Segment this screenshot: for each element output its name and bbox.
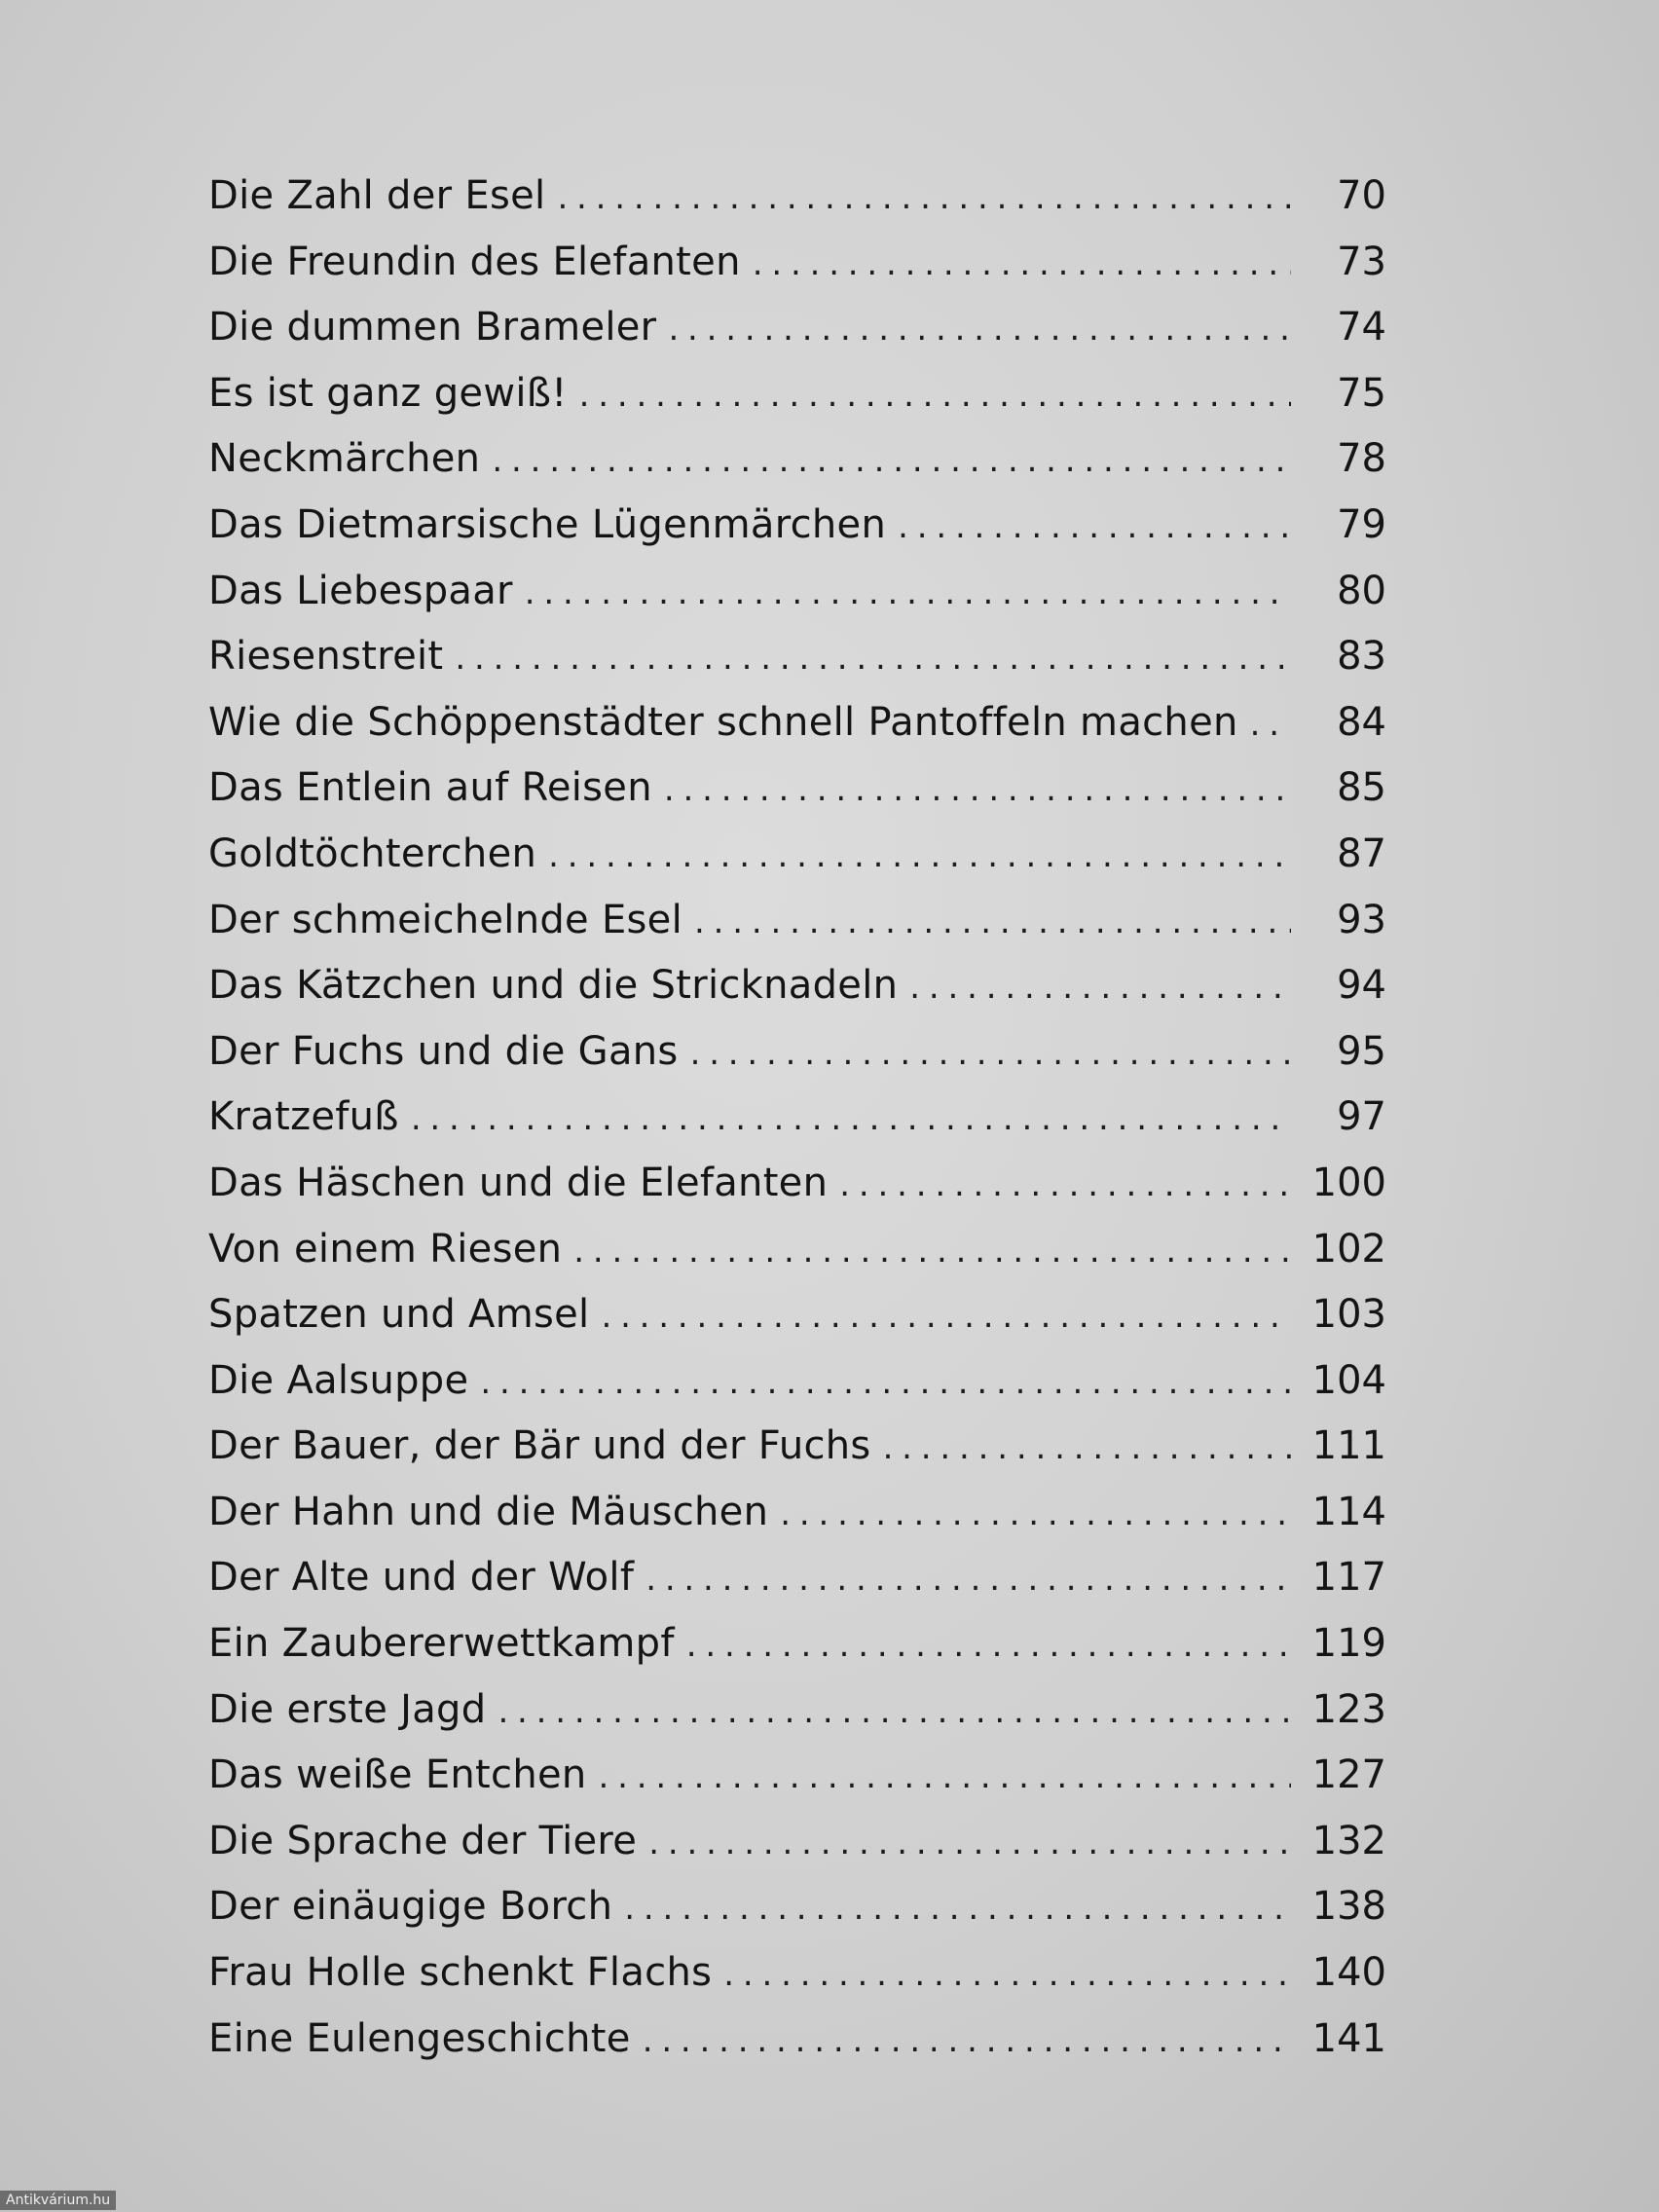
- toc-entry: [208, 1743, 1386, 1809]
- toc-dot-leader: [599, 1745, 1291, 1811]
- toc-entry-page: 95: [1337, 1028, 1386, 1074]
- toc-dot-leader: [883, 1416, 1291, 1482]
- toc-dot-leader: [573, 1219, 1291, 1285]
- toc-entry: [208, 295, 1386, 361]
- toc-entry: [208, 230, 1386, 296]
- toc-entry-title: Das Kätzchen und die Stricknadeln: [208, 963, 899, 1009]
- toc-entry-page: 83: [1337, 634, 1386, 680]
- toc-entry-title: Von einem Riesen: [208, 1226, 563, 1272]
- toc-entry-title: Das Häschen und die Elefanten: [208, 1160, 829, 1205]
- toc-entry-page: 70: [1337, 173, 1386, 218]
- toc-entry-title: Das Entlein auf Reisen: [208, 765, 652, 811]
- toc-entry: [208, 888, 1386, 954]
- toc-entry-title: Die Sprache der Tiere: [208, 1818, 638, 1863]
- toc-entry-page: 100: [1311, 1160, 1386, 1205]
- toc-entry-title: Eine Eulengeschichte: [208, 2015, 631, 2061]
- toc-dot-leader: [624, 1876, 1291, 1942]
- toc-dot-leader: [668, 297, 1291, 363]
- toc-entry: [208, 1348, 1386, 1415]
- toc-entry-page: 141: [1311, 2015, 1386, 2061]
- toc-entry-page: 73: [1337, 239, 1386, 284]
- watermark-label: Antikvárium.hu: [0, 2191, 116, 2210]
- toc-entry-title: Ein Zaubererwettkampf: [208, 1621, 675, 1667]
- toc-entry-title: Das Liebespaar: [208, 568, 513, 613]
- toc-entry-title: Frau Holle schenkt Flachs: [208, 1950, 713, 1996]
- toc-entry-title: Der Bauer, der Bär und der Fuchs: [208, 1423, 871, 1469]
- toc-dot-leader: [525, 561, 1291, 627]
- toc-entry-page: 94: [1337, 963, 1386, 1009]
- toc-entry-page: 119: [1311, 1621, 1386, 1667]
- toc-dot-leader: [601, 1284, 1291, 1350]
- toc-entry: [208, 361, 1386, 427]
- toc-entry-page: 123: [1311, 1686, 1386, 1732]
- toc-entry: [208, 1414, 1386, 1480]
- table-of-contents: [208, 164, 1386, 2072]
- toc-dot-leader: [548, 824, 1291, 890]
- toc-entry: [208, 1480, 1386, 1546]
- toc-entry: [208, 953, 1386, 1019]
- toc-dot-leader: [898, 495, 1291, 561]
- toc-entry-title: Goldtöchterchen: [208, 830, 537, 876]
- toc-entry-title: Der Fuchs und die Gans: [208, 1028, 679, 1074]
- toc-entry-title: Die erste Jagd: [208, 1686, 487, 1732]
- toc-entry-page: 140: [1311, 1950, 1386, 1996]
- toc-entry-page: 104: [1311, 1357, 1386, 1403]
- toc-entry-page: 93: [1337, 897, 1386, 942]
- toc-entry-title: Kratzefuß: [208, 1094, 399, 1140]
- toc-entry-title: Die Aalsuppe: [208, 1357, 469, 1403]
- toc-dot-leader: [411, 1087, 1291, 1153]
- toc-entry-page: 132: [1311, 1818, 1386, 1863]
- toc-entry: [208, 1677, 1386, 1744]
- toc-dot-leader: [557, 166, 1291, 232]
- toc-entry-page: 111: [1311, 1423, 1386, 1469]
- toc-entry-page: 85: [1337, 765, 1386, 811]
- toc-entry: [208, 1282, 1386, 1348]
- toc-entry-page: 75: [1337, 370, 1386, 416]
- toc-entry-title: Wie die Schöppenstädter schnell Pantoffeln machen: [208, 699, 1238, 745]
- toc-entry-page: 97: [1337, 1094, 1386, 1140]
- toc-entry-title: Der einäugige Borch: [208, 1884, 613, 1930]
- toc-entry: [208, 1874, 1386, 1940]
- toc-dot-leader: [579, 363, 1291, 429]
- toc-entry: [208, 822, 1386, 888]
- toc-entry: [208, 493, 1386, 559]
- toc-entry: [208, 426, 1386, 493]
- toc-dot-leader: [455, 626, 1291, 692]
- toc-dot-leader: [839, 1153, 1291, 1219]
- toc-entry: [208, 690, 1386, 756]
- toc-entry: [208, 624, 1386, 690]
- toc-dot-leader: [645, 1547, 1291, 1613]
- toc-entry: [208, 1217, 1386, 1283]
- toc-entry-title: Die dummen Brameler: [208, 305, 657, 350]
- toc-entry-title: Der schmeichelnde Esel: [208, 897, 683, 942]
- toc-entry: [208, 559, 1386, 625]
- toc-dot-leader: [723, 1942, 1291, 2009]
- toc-entry: [208, 1809, 1386, 1875]
- toc-dot-leader: [664, 757, 1291, 824]
- toc-entry-page: 127: [1311, 1752, 1386, 1798]
- toc-entry: [208, 164, 1386, 230]
- toc-dot-leader: [686, 1613, 1291, 1679]
- toc-entry-page: 102: [1311, 1226, 1386, 1272]
- toc-entry-page: 74: [1337, 305, 1386, 350]
- toc-entry-page: 79: [1337, 501, 1386, 547]
- toc-entry: [208, 1611, 1386, 1677]
- toc-entry-page: 114: [1311, 1489, 1386, 1534]
- toc-entry-title: Der Alte und der Wolf: [208, 1555, 635, 1601]
- toc-dot-leader: [648, 1811, 1291, 1877]
- toc-entry: [208, 1940, 1386, 2007]
- toc-entry: [208, 1545, 1386, 1611]
- toc-entry-page: 103: [1311, 1292, 1386, 1338]
- toc-dot-leader: [909, 955, 1291, 1021]
- toc-entry-page: 138: [1311, 1884, 1386, 1930]
- toc-dot-leader: [643, 2009, 1291, 2075]
- toc-entry-page: 117: [1311, 1555, 1386, 1601]
- toc-entry: [208, 1085, 1386, 1151]
- toc-entry: [208, 1019, 1386, 1086]
- toc-entry-title: Das weiße Entchen: [208, 1752, 587, 1798]
- toc-dot-leader: [694, 890, 1291, 956]
- toc-entry-title: Die Freundin des Elefanten: [208, 239, 741, 284]
- toc-entry-title: Es ist ganz gewiß!: [208, 370, 568, 416]
- toc-entry-page: 84: [1337, 699, 1386, 745]
- toc-dot-leader: [492, 428, 1291, 495]
- toc-entry-title: Das Dietmarsische Lügenmärchen: [208, 501, 887, 547]
- toc-entry-title: Der Hahn und die Mäuschen: [208, 1489, 769, 1534]
- toc-entry: [208, 1151, 1386, 1217]
- toc-dot-leader: [480, 1350, 1291, 1417]
- toc-entry-page: 87: [1337, 830, 1386, 876]
- toc-entry-page: 80: [1337, 568, 1386, 613]
- toc-entry: [208, 756, 1386, 822]
- toc-dot-leader: [690, 1021, 1291, 1088]
- toc-entry: [208, 2007, 1386, 2073]
- toc-entry-title: Spatzen und Amsel: [208, 1292, 590, 1338]
- toc-dot-leader: [1250, 692, 1291, 758]
- toc-entry-title: Riesenstreit: [208, 634, 444, 680]
- toc-entry-title: Neckmärchen: [208, 436, 481, 482]
- toc-entry-title: Die Zahl der Esel: [208, 173, 546, 218]
- toc-dot-leader: [753, 232, 1291, 298]
- toc-dot-leader: [498, 1679, 1291, 1746]
- toc-entry-page: 78: [1337, 436, 1386, 482]
- toc-dot-leader: [780, 1482, 1291, 1548]
